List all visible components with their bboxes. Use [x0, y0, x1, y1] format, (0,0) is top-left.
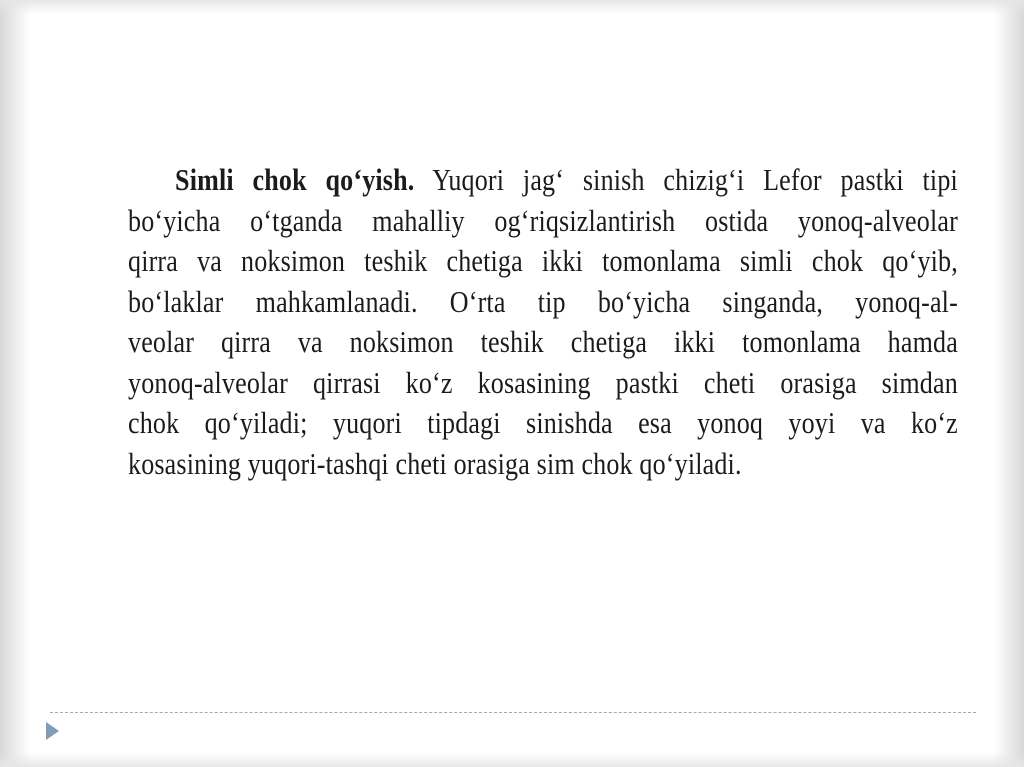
slide-shadow-left	[0, 0, 30, 767]
slide-shadow-bottom	[0, 753, 1024, 767]
paragraph-line-6: yonoq-alveolar qirrasi ko‘z kosasining pastki cheti orasiga simdan	[128, 364, 958, 400]
slide-shadow-right	[994, 0, 1024, 767]
paragraph-line-2: bo‘yicha o‘tganda mahalliy og‘riqsizlantirish ostida yonoq-alveolar	[128, 202, 958, 238]
paragraph-line-5: veolar qirra va noksimon teshik chetiga ikki tomonlama hamda	[128, 324, 958, 359]
paragraph-line-8: kosasining yuqori-tashqi cheti orasiga sim chok qo‘yiladi.	[128, 445, 742, 481]
triangle-right-icon	[46, 722, 59, 740]
paragraph-heading: Simli chok qo‘yish.	[175, 162, 415, 197]
paragraph-line-7: chok qo‘yiladi; yuqori tipdagi sinishda esa yonoq yoyi va ko‘z	[128, 405, 958, 440]
paragraph-line-1	[128, 160, 958, 201]
paragraph-line-1-text: Yuqori jag‘ sinish chizig‘i Lefor pastki tipi	[414, 162, 958, 197]
document-paragraph	[128, 160, 958, 484]
footer-divider	[50, 712, 976, 713]
paragraph-line-4: bo‘laklar mahkamlanadi. O‘rta tip bo‘yicha singanda, yonoq-al-	[128, 283, 958, 319]
slide-shadow-top	[0, 0, 1024, 14]
paragraph-line-3: qirra va noksimon teshik chetiga ikki tomonlama simli chok qo‘yib,	[128, 243, 958, 278]
